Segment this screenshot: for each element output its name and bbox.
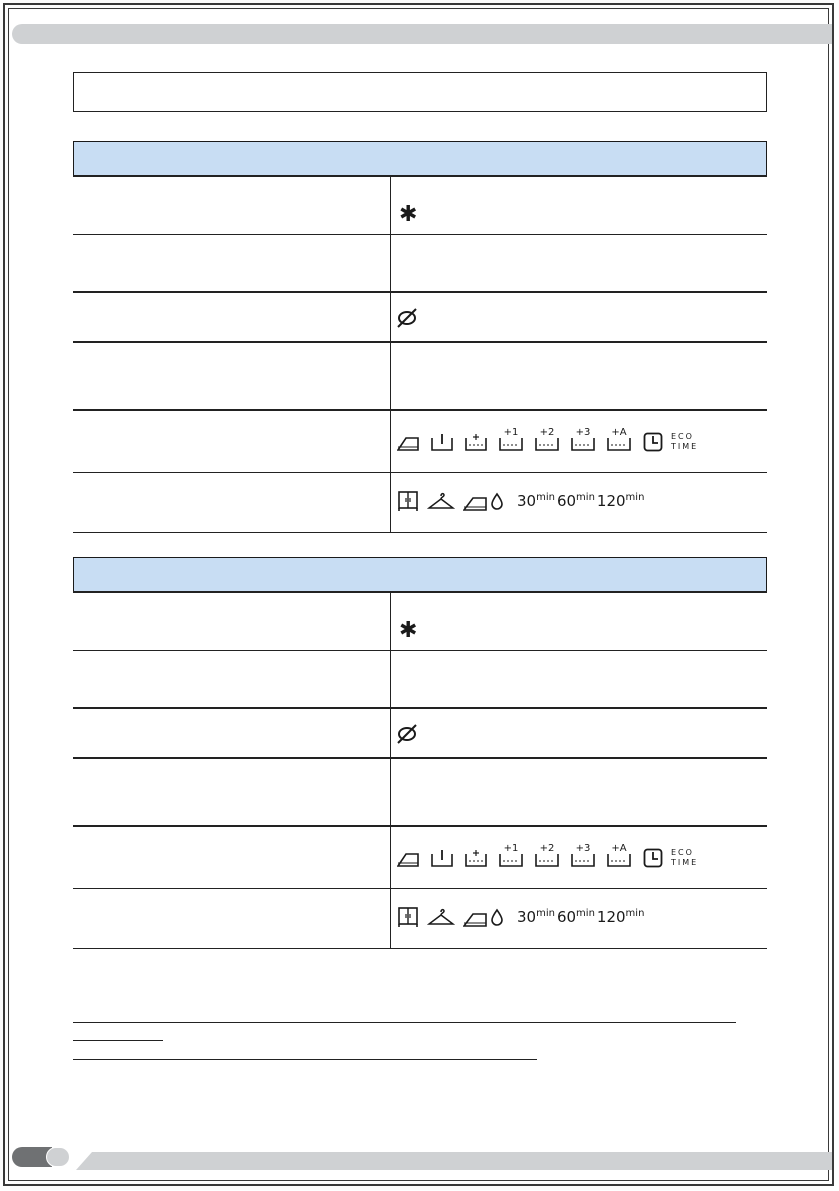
table-row-cold-wash [73,176,767,234]
no-spin-icon [395,306,419,330]
eco-time-icon: ECO TIME [671,432,699,451]
table-row-dry-options [73,888,767,948]
bottom-decorative-bar [76,1152,832,1170]
intensive-wash-icon [465,430,487,452]
table-row [73,234,767,292]
intensive-wash-icon [465,846,487,868]
row-divider [73,948,767,949]
table-row-dry-options [73,472,767,532]
time-60-label: $60^{min}$ [556,492,595,510]
time-60-label: $60^{min}$ [556,908,595,926]
iron-easy-care-icon [397,430,419,452]
iron-dry-icon [463,906,487,928]
table-row-wash-options [73,826,767,888]
time-delay-icon [643,848,663,868]
section-header-2 [73,557,767,592]
wash-options-icons [397,427,699,452]
table-row-wash-options [73,410,767,472]
extra-rinse-2-icon: +2 [535,846,559,868]
eco-time-icon: ECO TIME [671,848,699,867]
time-120-label: $120^{min}$ [596,908,645,926]
table-row-cold-wash [73,592,767,650]
extra-rinse-2-icon: +2 [535,430,559,452]
table-row [73,650,767,708]
hanger-dry-icon [427,490,455,512]
footnote-line-3 [73,1059,537,1060]
extra-rinse-3-icon: +3 [571,430,595,452]
extra-rinse-auto-icon: +A [607,430,631,452]
no-spin-icon [395,722,419,746]
table-row-no-spin [73,708,767,758]
page-title-box [73,72,767,112]
footnote-line-2 [73,1040,163,1041]
table-row [73,342,767,410]
extra-rinse-auto-icon: +A [607,846,631,868]
top-decorative-bar [12,24,832,44]
iron-easy-care-icon [397,846,419,868]
extra-rinse-1-icon: +1 [499,430,523,452]
table-row-no-spin [73,292,767,342]
section-header-1 [73,141,767,176]
cupboard-dry-icon [397,906,419,928]
dry-options-icons [397,490,646,512]
extra-rinse-3-icon: +3 [571,846,595,868]
pre-wash-icon [431,846,453,868]
page-tab-light [46,1147,70,1167]
table-row [73,758,767,826]
cupboard-dry-icon [397,490,419,512]
dry-options-icons [397,906,646,928]
water-drop-icon [491,492,503,510]
snowflake-icon: ✱ [399,618,418,643]
row-divider [73,532,767,533]
snowflake-icon: ✱ [399,202,418,227]
wash-options-icons [397,843,699,868]
water-drop-icon [491,908,503,926]
time-delay-icon [643,432,663,452]
hanger-dry-icon [427,906,455,928]
time-120-label: $120^{min}$ [596,492,645,510]
time-30-label: $30^{min}$ [517,492,555,510]
time-30-label: $30^{min}$ [517,908,555,926]
footnote-line-1 [73,1022,736,1023]
extra-rinse-1-icon: +1 [499,846,523,868]
iron-dry-icon [463,490,487,512]
pre-wash-icon [431,430,453,452]
